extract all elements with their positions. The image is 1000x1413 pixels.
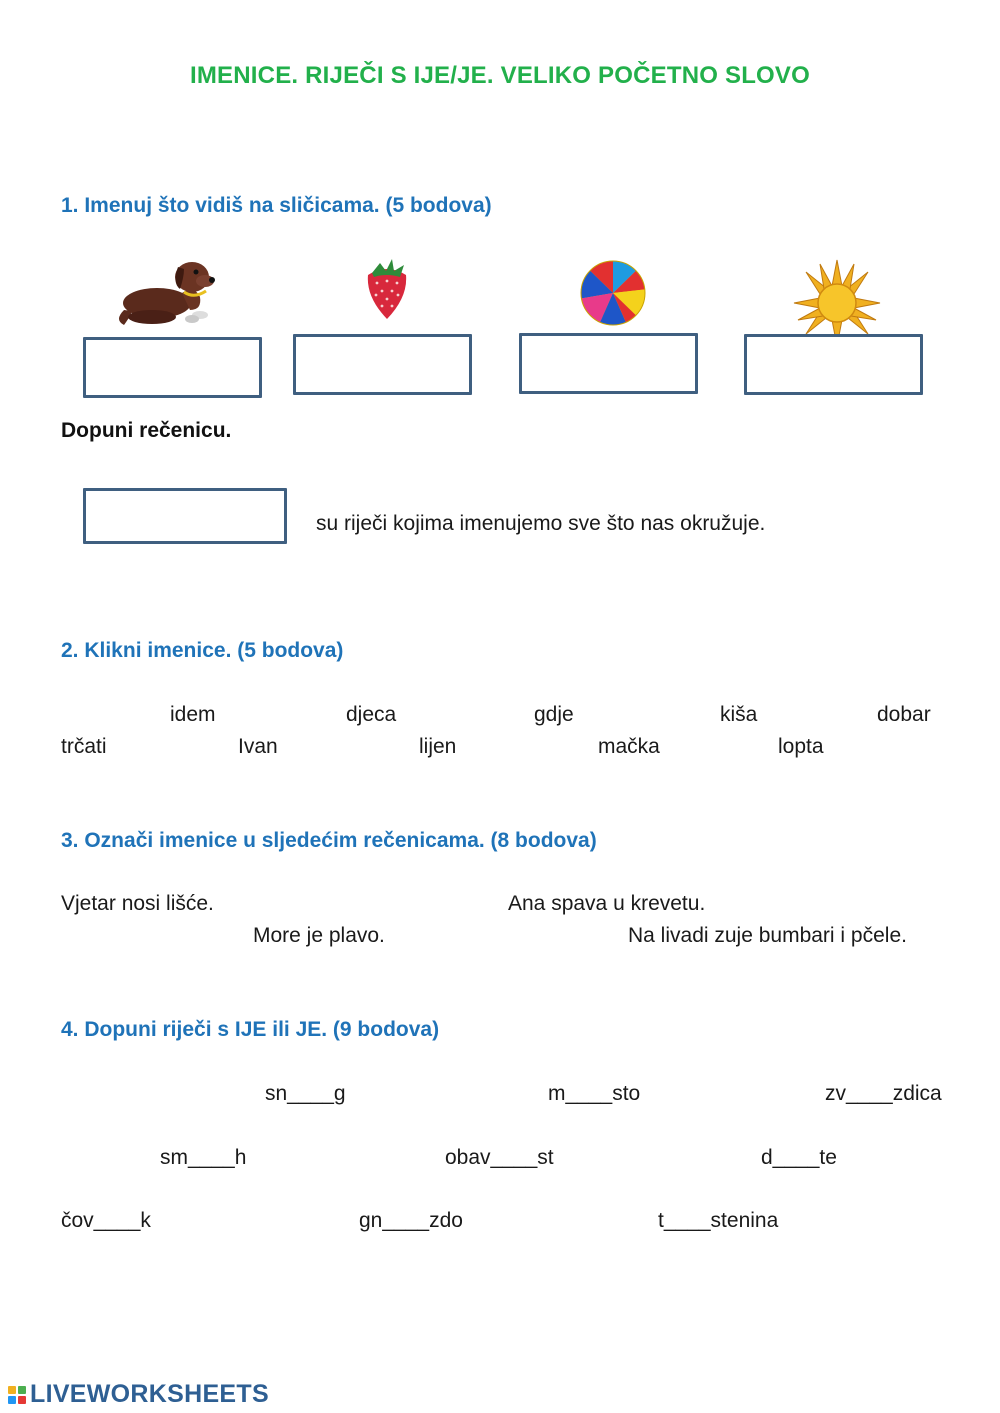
task3-heading: 3. Označi imenice u sljedećim rečenicama. (8 bodova): [61, 829, 597, 852]
strawberry-picture: [362, 255, 412, 323]
fill-word[interactable]: zv____zdica: [825, 1082, 942, 1105]
answer-box-dog[interactable]: [83, 337, 262, 398]
word-option[interactable]: djeca: [346, 703, 397, 726]
dog-picture: [112, 255, 222, 330]
sentence-text: su riječi kojima imenujemo sve što nas okružuje.: [316, 512, 766, 535]
fill-word[interactable]: m____sto: [548, 1082, 641, 1105]
fill-word[interactable]: obav____st: [445, 1146, 554, 1169]
brand-name: LIVEWORKSHEETS: [30, 1380, 269, 1408]
word-option[interactable]: Ivan: [238, 735, 278, 758]
sentence-option[interactable]: Vjetar nosi lišće.: [61, 892, 214, 915]
brand-logo-icon: [8, 1386, 26, 1404]
task2-heading: 2. Klikni imenice. (5 bodova): [61, 639, 344, 662]
sentence-option[interactable]: Na livadi zuje bumbari i pčele.: [628, 924, 907, 947]
ball-picture: [578, 259, 648, 327]
fill-word[interactable]: gn____zdo: [359, 1209, 463, 1232]
answer-box-sun[interactable]: [744, 334, 923, 395]
word-option[interactable]: mačka: [598, 735, 660, 758]
word-option[interactable]: lijen: [419, 735, 457, 758]
sentence-option[interactable]: Ana spava u krevetu.: [508, 892, 706, 915]
word-option[interactable]: trčati: [61, 735, 107, 758]
answer-box-strawberry[interactable]: [293, 334, 472, 395]
word-option[interactable]: kiša: [720, 703, 758, 726]
brand-footer: [8, 1380, 269, 1409]
word-option[interactable]: idem: [170, 703, 216, 726]
fill-word[interactable]: čov____k: [61, 1209, 151, 1232]
sentence-option[interactable]: More je plavo.: [253, 924, 385, 947]
fill-word[interactable]: d____te: [761, 1146, 837, 1169]
page-title: IMENICE. RIJEČI S IJE/JE. VELIKO POČETNO SLOVO: [190, 62, 810, 89]
answer-box-sentence[interactable]: [83, 488, 287, 544]
fill-word[interactable]: sm____h: [160, 1146, 247, 1169]
task1-heading: 1. Imenuj što vidiš na sličicama. (5 bodova): [61, 194, 492, 217]
word-option[interactable]: lopta: [778, 735, 824, 758]
task4-heading: 4. Dopuni riječi s IJE ili JE. (9 bodova): [61, 1018, 440, 1041]
task1-subheading: Dopuni rečenicu.: [61, 419, 232, 442]
answer-box-ball[interactable]: [519, 333, 698, 394]
fill-word[interactable]: sn____g: [265, 1082, 346, 1105]
word-option[interactable]: dobar: [877, 703, 931, 726]
fill-word[interactable]: t____stenina: [658, 1209, 779, 1232]
word-option[interactable]: gdje: [534, 703, 574, 726]
